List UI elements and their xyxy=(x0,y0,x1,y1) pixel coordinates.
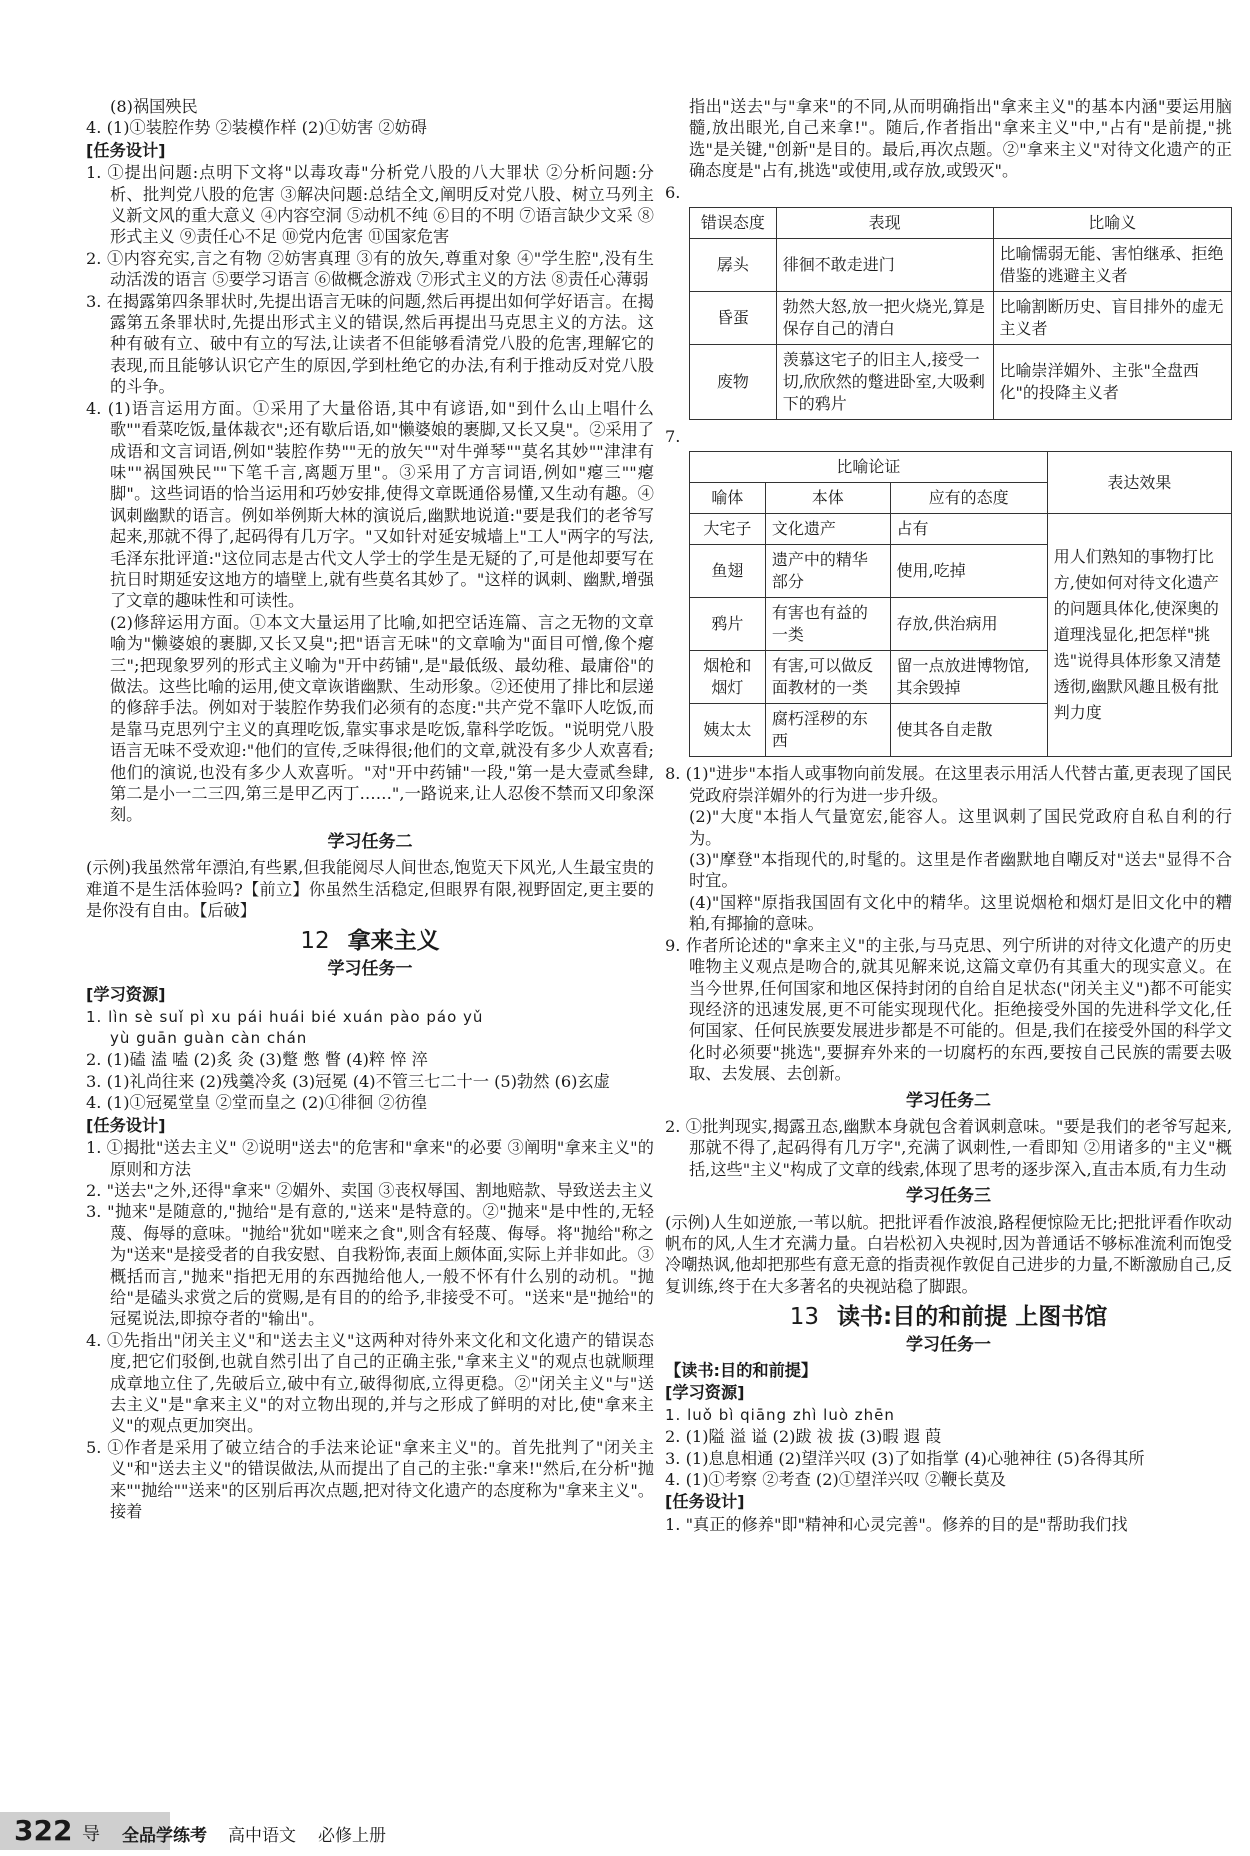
table-cell: 鱼翅 xyxy=(690,545,766,598)
answer-line: 2. (1)隘 溢 谥 (2)跋 祓 拔 (3)暇 遐 葭 xyxy=(665,1427,942,1447)
table-cell: 占有 xyxy=(890,514,1047,545)
answer-line: 3. (1)息息相通 (2)望洋兴叹 (3)了如指掌 (4)心驰神往 (5)各得其所 xyxy=(665,1448,1145,1468)
lesson-name: 拿来主义 xyxy=(347,928,440,955)
volume-label: 必修上册 xyxy=(318,1826,386,1846)
section-bracket: [学习资源] xyxy=(665,1383,745,1403)
table-header-row xyxy=(690,452,1232,483)
answer-line: 4. (1)①冠冕堂皇 ②堂而皇之 (2)①徘徊 ②彷徨 xyxy=(86,1093,427,1113)
answer-line: 4. (1)①考察 ②考查 (2)①望洋兴叹 ②鞭长莫及 xyxy=(665,1470,1006,1490)
left-column xyxy=(86,96,654,1522)
table-header-row xyxy=(690,208,1232,239)
answer-paragraph: 指出"送去"与"拿来"的不同,从而明确指出"拿来主义"的基本内涵"要运用脑髓,放出眼光,自己来拿!"。随后,作者指出"拿来主义"中,"占有"是前提,"挑选"是关键,"创新"是目的。最后,再次点题。②"拿来主义"对待文化遗产的正确态度是"占有,挑选"或使用,或存放,或毁灭"。 xyxy=(689,97,1232,181)
answer-paragraph: 1. "真正的修养"即"精神和心灵完善"。修养的目的是"帮助我们找 xyxy=(665,1514,1128,1534)
page-number: 322 xyxy=(14,1814,73,1847)
table-cell: 使用,吃掉 xyxy=(890,545,1047,598)
table-row xyxy=(690,514,1232,545)
table-cell: 使其各自走散 xyxy=(890,704,1047,757)
answer-paragraph: 5. ①作者是采用了破立结合的手法来论证"拿来主义"的。首先批判了"闭关主义"和"送去主义"的错误做法,从而提出了自己的主张:"拿来!"然后,在分析"抛来""抛给""送来"的区别后再次点题,把对待文化遗产的态度称为"拿来主义"。接着 xyxy=(86,1437,654,1521)
table-cell: 有害,可以做反面教材的一类 xyxy=(765,651,890,704)
table-cell: 文化遗产 xyxy=(765,514,890,545)
section-bracket: [任务设计] xyxy=(665,1492,745,1512)
metaphor-table xyxy=(689,451,1232,757)
brand-name: 全品学练考 xyxy=(122,1826,207,1846)
answer-paragraph: 4. ①先指出"闭关主义"和"送去主义"这两种对待外来文化和文化遗产的错误态度,把它们驳倒,也就自然引出了自己的正确主张,"拿来主义"的观点也就顺理成章地立住了,先破后立,破中有立,破得彻底,立得更稳。②"闭关主义"与"送去主义"是"拿来主义"的对立物出现的,并与之形成了鲜明的对比,使"拿来主义"的观点更加突出。 xyxy=(86,1330,654,1436)
answer-paragraph: 9. 作者所论述的"拿来主义"的主张,与马克思、列宁所讲的对待文化遗产的历史唯物主义观点是吻合的,就其见解来说,这篇文章仍有其重大的现实意义。在当今世界,任何国家和地区保持封闭的自给自足状态("闭关主义")都不可能实现经济的迅速发展,更不可能实现现代化。拒绝接受外国的先进科学文化,任何国家、任何民族要发展进步都是不可能的。但是,我们在接受外国的科学文化时必须要"挑选",要摒弃外来的一切腐朽的东西,要按自己民族的需要去吸取、去发展、去创新。 xyxy=(665,935,1232,1084)
question-number: 6. xyxy=(665,182,681,202)
table-header: 比喻义 xyxy=(993,208,1231,239)
example-paragraph: (示例)人生如逆旅,一苇以航。把批评看作波浪,路程便惊险无比;把批评看作吹动帆布的风,人生才充满力量。白岩松初入央视时,因为普通话不够标准流利而饱受冷嘲热讽,他却把那些有意无意的指责视作敦促自己进步的力量,不断激励自己,反复训练,终于在大多著名的央视站稳了脚跟。 xyxy=(665,1212,1232,1296)
guide-label: 导 xyxy=(82,1824,100,1845)
table-cell: 存放,供治病用 xyxy=(890,598,1047,651)
answer-paragraph: (2)修辞运用方面。①本文大量运用了比喻,如把空话连篇、言之无物的文章喻为"懒婆娘的裹脚,又长又臭";把"语言无味"的文章喻为"面目可憎,像个瘪三";把现象罗列的形式主义喻为"开中药铺",是"最低级、最幼稚、最庸俗"的做法。这些比喻的运用,使文章诙谐幽默、生动形象。②还使用了排比和层递的修辞手法。例如对于装腔作势我们必须有的态度:"共产党不靠吓人吃饭,而是靠马克思列宁主义的真理吃饭,靠实事求是吃饭,靠科学吃饭。"说明党八股语言无味不受欢迎:"他们的宣传,乏味得很;他们的文章,就没有多少人欢喜看;他们的演说,也没有多少人欢喜听。"对"开中药铺"一段,"第一是大壹贰叁肆,第二是小一二三四,第三是甲乙丙丁……",一路说来,让人忍俊不禁而又印象深刻。 xyxy=(110,612,654,825)
table-header: 表达效果 xyxy=(1047,452,1231,514)
answer-paragraph: (2)"大度"本指人气量宽宏,能容人。这里讽刺了国民党政府自私自利的行为。 xyxy=(689,807,1232,848)
table-cell: 姨太太 xyxy=(690,704,766,757)
table-header: 应有的态度 xyxy=(890,483,1047,514)
table-cell: 鸦片 xyxy=(690,598,766,651)
table-cell: 有害也有益的一类 xyxy=(765,598,890,651)
table-cell: 腐朽淫秽的东西 xyxy=(765,704,890,757)
page-footer xyxy=(0,1812,1250,1856)
section-bracket: [学习资源] xyxy=(86,985,166,1005)
task-heading: 学习任务三 xyxy=(906,1186,991,1207)
table-cell: 大宅子 xyxy=(690,514,766,545)
lesson-title xyxy=(665,1304,1232,1331)
table-row xyxy=(690,292,1232,345)
table-cell: 废物 xyxy=(690,345,777,420)
table-cell: 孱头 xyxy=(690,239,777,292)
task-heading: 学习任务二 xyxy=(327,831,413,852)
table-cell: 比喻崇洋媚外、主张"全盘西化"的投降主义者 xyxy=(993,345,1231,420)
table-header: 表现 xyxy=(776,208,993,239)
example-paragraph: (示例)我虽然常年漂泊,有些累,但我能阅尽人间世态,饱览天下风光,人生最宝贵的难道不是生活体验吗?【前立】你虽然生活稳定,但眼界有限,视野固定,更主要的是你没有自由。【后破】 xyxy=(86,858,654,921)
task-heading: 学习任务一 xyxy=(906,1334,991,1355)
table-cell: 遗产中的精华部分 xyxy=(765,545,890,598)
answer-paragraph: (4)"国粹"原指我国固有文化中的精华。这里说烟枪和烟灯是旧文化中的糟粕,有揶揄的意味。 xyxy=(689,892,1232,934)
table-header: 比喻论证 xyxy=(690,452,1048,483)
table-cell: 羡慕这宅子的旧主人,接受一切,欣欣然的蹩进卧室,大吸剩下的鸦片 xyxy=(776,345,993,420)
lesson-name: 读书:目的和前提 上图书馆 xyxy=(837,1304,1108,1331)
answer-line: 4. (1)①装腔作势 ②装模作样 (2)①妨害 ②妨碍 xyxy=(86,118,427,138)
table-row xyxy=(690,239,1232,292)
question-number: 7. xyxy=(665,427,681,447)
table-cell: 徘徊不敢走进门 xyxy=(776,239,993,292)
table-header: 错误态度 xyxy=(690,208,777,239)
answer-paragraph: 2. ①内容充实,言之有物 ②妨害真理 ③有的放矢,尊重对象 ④"学生腔",没有生动活泼的语言 ⑤要学习语言 ⑥做概念游戏 ⑦形式主义的方法 ⑧责任心薄弱 xyxy=(86,248,654,290)
section-bracket: 【读书:目的和前提】 xyxy=(665,1361,818,1380)
attitude-table xyxy=(689,207,1232,420)
table-header: 喻体 xyxy=(690,483,766,514)
table-header: 本体 xyxy=(765,483,890,514)
table-cell: 烟枪和烟灯 xyxy=(690,651,766,704)
answer-line: 3. (1)礼尚往来 (2)残羹冷炙 (3)冠冕 (4)不管三七二十一 (5)勃然 (6)玄虚 xyxy=(86,1071,610,1091)
answer-paragraph: 1. ①提出问题:点明下文将"以毒攻毒"分析党八股的八大罪状 ②分析问题:分析、批判党八股的危害 ③解决问题:总结全文,阐明反对党八股、树立马列主义新文风的重大意义 ④内容空洞 ⑤动机不纯 ⑥目的不明 ⑦语言缺少文采 ⑧形式主义 ⑨责任心不足 ⑩党内危害 ⑪国家危害 xyxy=(86,163,654,247)
table-cell: 留一点放进博物馆,其余毁掉 xyxy=(890,651,1047,704)
answer-paragraph: 4. (1)语言运用方面。①采用了大量俗语,其中有谚语,如"到什么山上唱什么歌""看菜吃饭,量体裁衣";还有歇后语,如"懒婆娘的裹脚,又长又臭"。②采用了成语和文言词语,例如"装腔作势""无的放矢""对牛弹琴""莫名其妙""津津有味""祸国殃民""下笔千言,离题万里"。③采用了方言词语,例如"瘪三""瘪脚"。这些词语的恰当运用和巧妙安排,使得文章既通俗易懂,又生动有趣。④讽刺幽默的语言。例如举例斯大林的演说后,幽默地说道:"要是我们的老爷写起来,那就不得了,起码得有几万字。"又如针对延安城墙上"工人"两字的写法,毛泽东批评道:"这位同志是古代文人学士的学生是无疑的了,可是他却要写在抗日时期延安这地方的墙壁上,就有些莫名其妙了。"这样的讽刺、幽默,增强了文章的趣味性和可读性。 xyxy=(86,398,654,611)
table-cell: 勃然大怒,放一把火烧光,算是保存自己的清白 xyxy=(776,292,993,345)
pinyin-line: 1. luǒ bì qiāng zhì luò zhēn xyxy=(665,1405,895,1424)
table-cell: 昏蛋 xyxy=(690,292,777,345)
right-column xyxy=(665,96,1232,1535)
task-heading: 学习任务一 xyxy=(327,958,413,979)
answer-paragraph: 3. 在揭露第四条罪状时,先提出语言无味的问题,然后再提出如何学好语言。在揭露第五条罪状时,先提出形式主义的错误,然后再提出马克思主义的方法。这种有破有立、破中有立的写法,让读者不但能够看清党八股的危害,理解它的表现,而且能够认识它产生的原因,学到杜绝它的办法,有利于推动反对党八股的斗争。 xyxy=(86,291,654,397)
answer-paragraph: 2. ①批判现实,揭露丑态,幽默本身就包含着讽刺意味。"要是我们的老爷写起来,那就不得了,起码得有几万字",充满了讽刺性,一看即知 ②用诸多的"主义"概括,这些"主义"构成了文章的线索,体现了思考的逐步深入,直击本质,有力生动 xyxy=(665,1116,1232,1179)
answer-paragraph: 8. (1)"进步"本指人或事物向前发展。在这里表示用活人代替古董,更表现了国民党政府崇洋媚外的行为进一步升级。 xyxy=(665,764,1232,805)
task-heading: 学习任务二 xyxy=(906,1090,991,1111)
pinyin-line: 1. lìn sè suǐ pì xu pái huái bié xuán pào páo yǔ xyxy=(86,1007,484,1026)
answer-paragraph: 3. "抛来"是随意的,"抛给"是有意的,"送来"是特意的。②"抛来"是中性的,无轻蔑、侮辱的意味。"抛给"犹如"嗟来之食",则含有轻蔑、侮辱。将"抛给"称之为"送来"是接受者的自我安慰、自我粉饰,表面上颇体面,实际上并非如此。③概括而言,"抛来"指把无用的东西抛给他人,一般不怀有什么别的动机。"抛给"是磕头求赏之后的赏赐,是有目的的给予,非接受不可。"送来"是"抛给"的冠冕说法,即掠夺者的"输出"。 xyxy=(86,1202,654,1329)
lesson-number: 12 xyxy=(300,928,330,955)
answer-line: (8)祸国殃民 xyxy=(110,97,198,116)
table-cell: 比喻懦弱无能、害怕继承、拒绝借鉴的逃避主义者 xyxy=(993,239,1231,292)
lesson-title xyxy=(86,928,654,955)
section-bracket: [任务设计] xyxy=(86,140,166,160)
table-cell: 比喻割断历史、盲目排外的虚无主义者 xyxy=(993,292,1231,345)
lesson-number: 13 xyxy=(789,1304,820,1331)
answer-paragraph: 2. "送去"之外,还得"拿来" ②媚外、卖国 ③丧权辱国、割地赔款、导致送去主义 xyxy=(86,1180,654,1200)
answer-paragraph: (3)"摩登"本指现代的,时髦的。这里是作者幽默地自嘲反对"送去"显得不合时宜。 xyxy=(689,850,1232,891)
answer-paragraph: 1. ①揭批"送去主义" ②说明"送去"的危害和"拿来"的必要 ③阐明"拿来主义"的原则和方法 xyxy=(86,1138,654,1179)
table-cell: 用人们熟知的事物打比方,使如何对待文化遗产的问题具体化,使深奥的道理浅显化,把怎样"挑选"说得具体形象又清楚透彻,幽默风趣且极有批判力度 xyxy=(1047,514,1231,757)
subject-label: 高中语文 xyxy=(228,1826,296,1846)
answer-line: 2. (1)磕 溘 嗑 (2)炙 灸 (3)蹩 憋 瞥 (4)粹 悴 淬 xyxy=(86,1050,428,1070)
pinyin-line: yù guān guàn càn chán xyxy=(110,1029,308,1048)
table-row xyxy=(690,345,1232,420)
section-bracket: [任务设计] xyxy=(86,1115,166,1135)
